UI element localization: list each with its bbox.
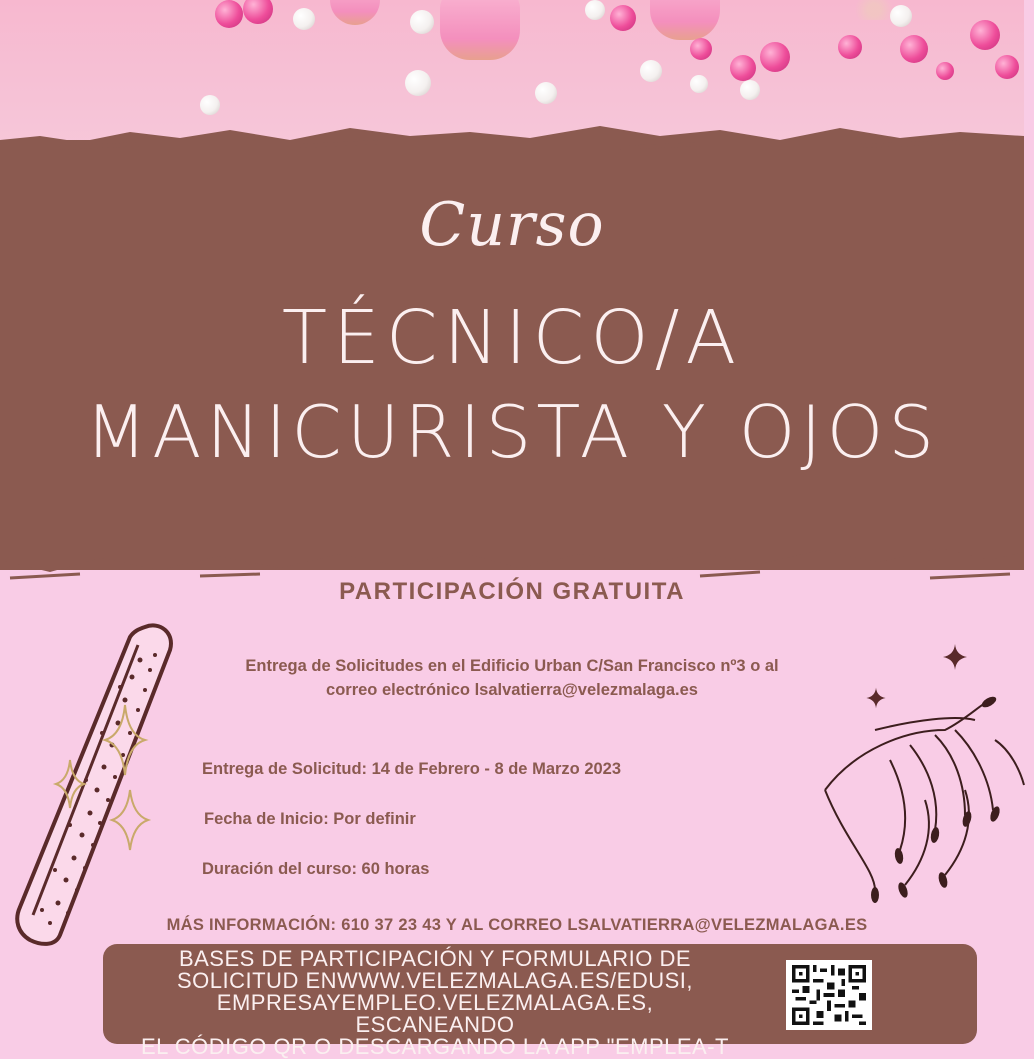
sparkle-icon [940,642,970,672]
sparkle-icon [50,700,160,860]
delivery-line2: correo electrónico lsalvatierra@velezmalaga.es [326,681,698,699]
hands-manicure-icon [815,690,1024,905]
free-participation-heading: PARTICIPACIÓN GRATUITA [339,578,685,605]
qr-code-icon[interactable] [786,960,872,1030]
course-duration: Duración del curso: 60 horas [202,860,430,878]
bases-line3: EMPRESAYEMPLEO.VELEZMALAGA.ES, ESCANEANDO [216,990,654,1037]
course-title-line2: MANICURISTA Y OJOS [84,390,940,474]
course-label: Curso [419,190,605,260]
band-top-brush [0,118,1024,158]
bases-line4: EL CÓDIGO QR O DESCARGANDO LA APP "EMPLEA-T [140,1034,729,1059]
start-date: Fecha de Inicio: Por definir [204,810,416,828]
course-title-line1: TÉCNICO/A [281,295,743,381]
delivery-line1: Entrega de Solicitudes en el Edificio Urban C/San Francisco nº3 o al [245,657,779,675]
application-dates: Entrega de Solicitud: 14 de Febrero - 8 de Marzo 2023 [202,760,622,778]
bases-text [135,948,735,1058]
bases-line2: SOLICITUD ENWWW.VELEZMALAGA.ES/EDUSI, [176,968,694,993]
bases-line1: BASES DE PARTICIPACIÓN Y FORMULARIO DE [178,946,692,971]
more-information: MÁS INFORMACIÓN: 610 37 23 43 Y AL CORREO LSALVATIERRA@VELEZMALAGA.ES [166,916,868,934]
